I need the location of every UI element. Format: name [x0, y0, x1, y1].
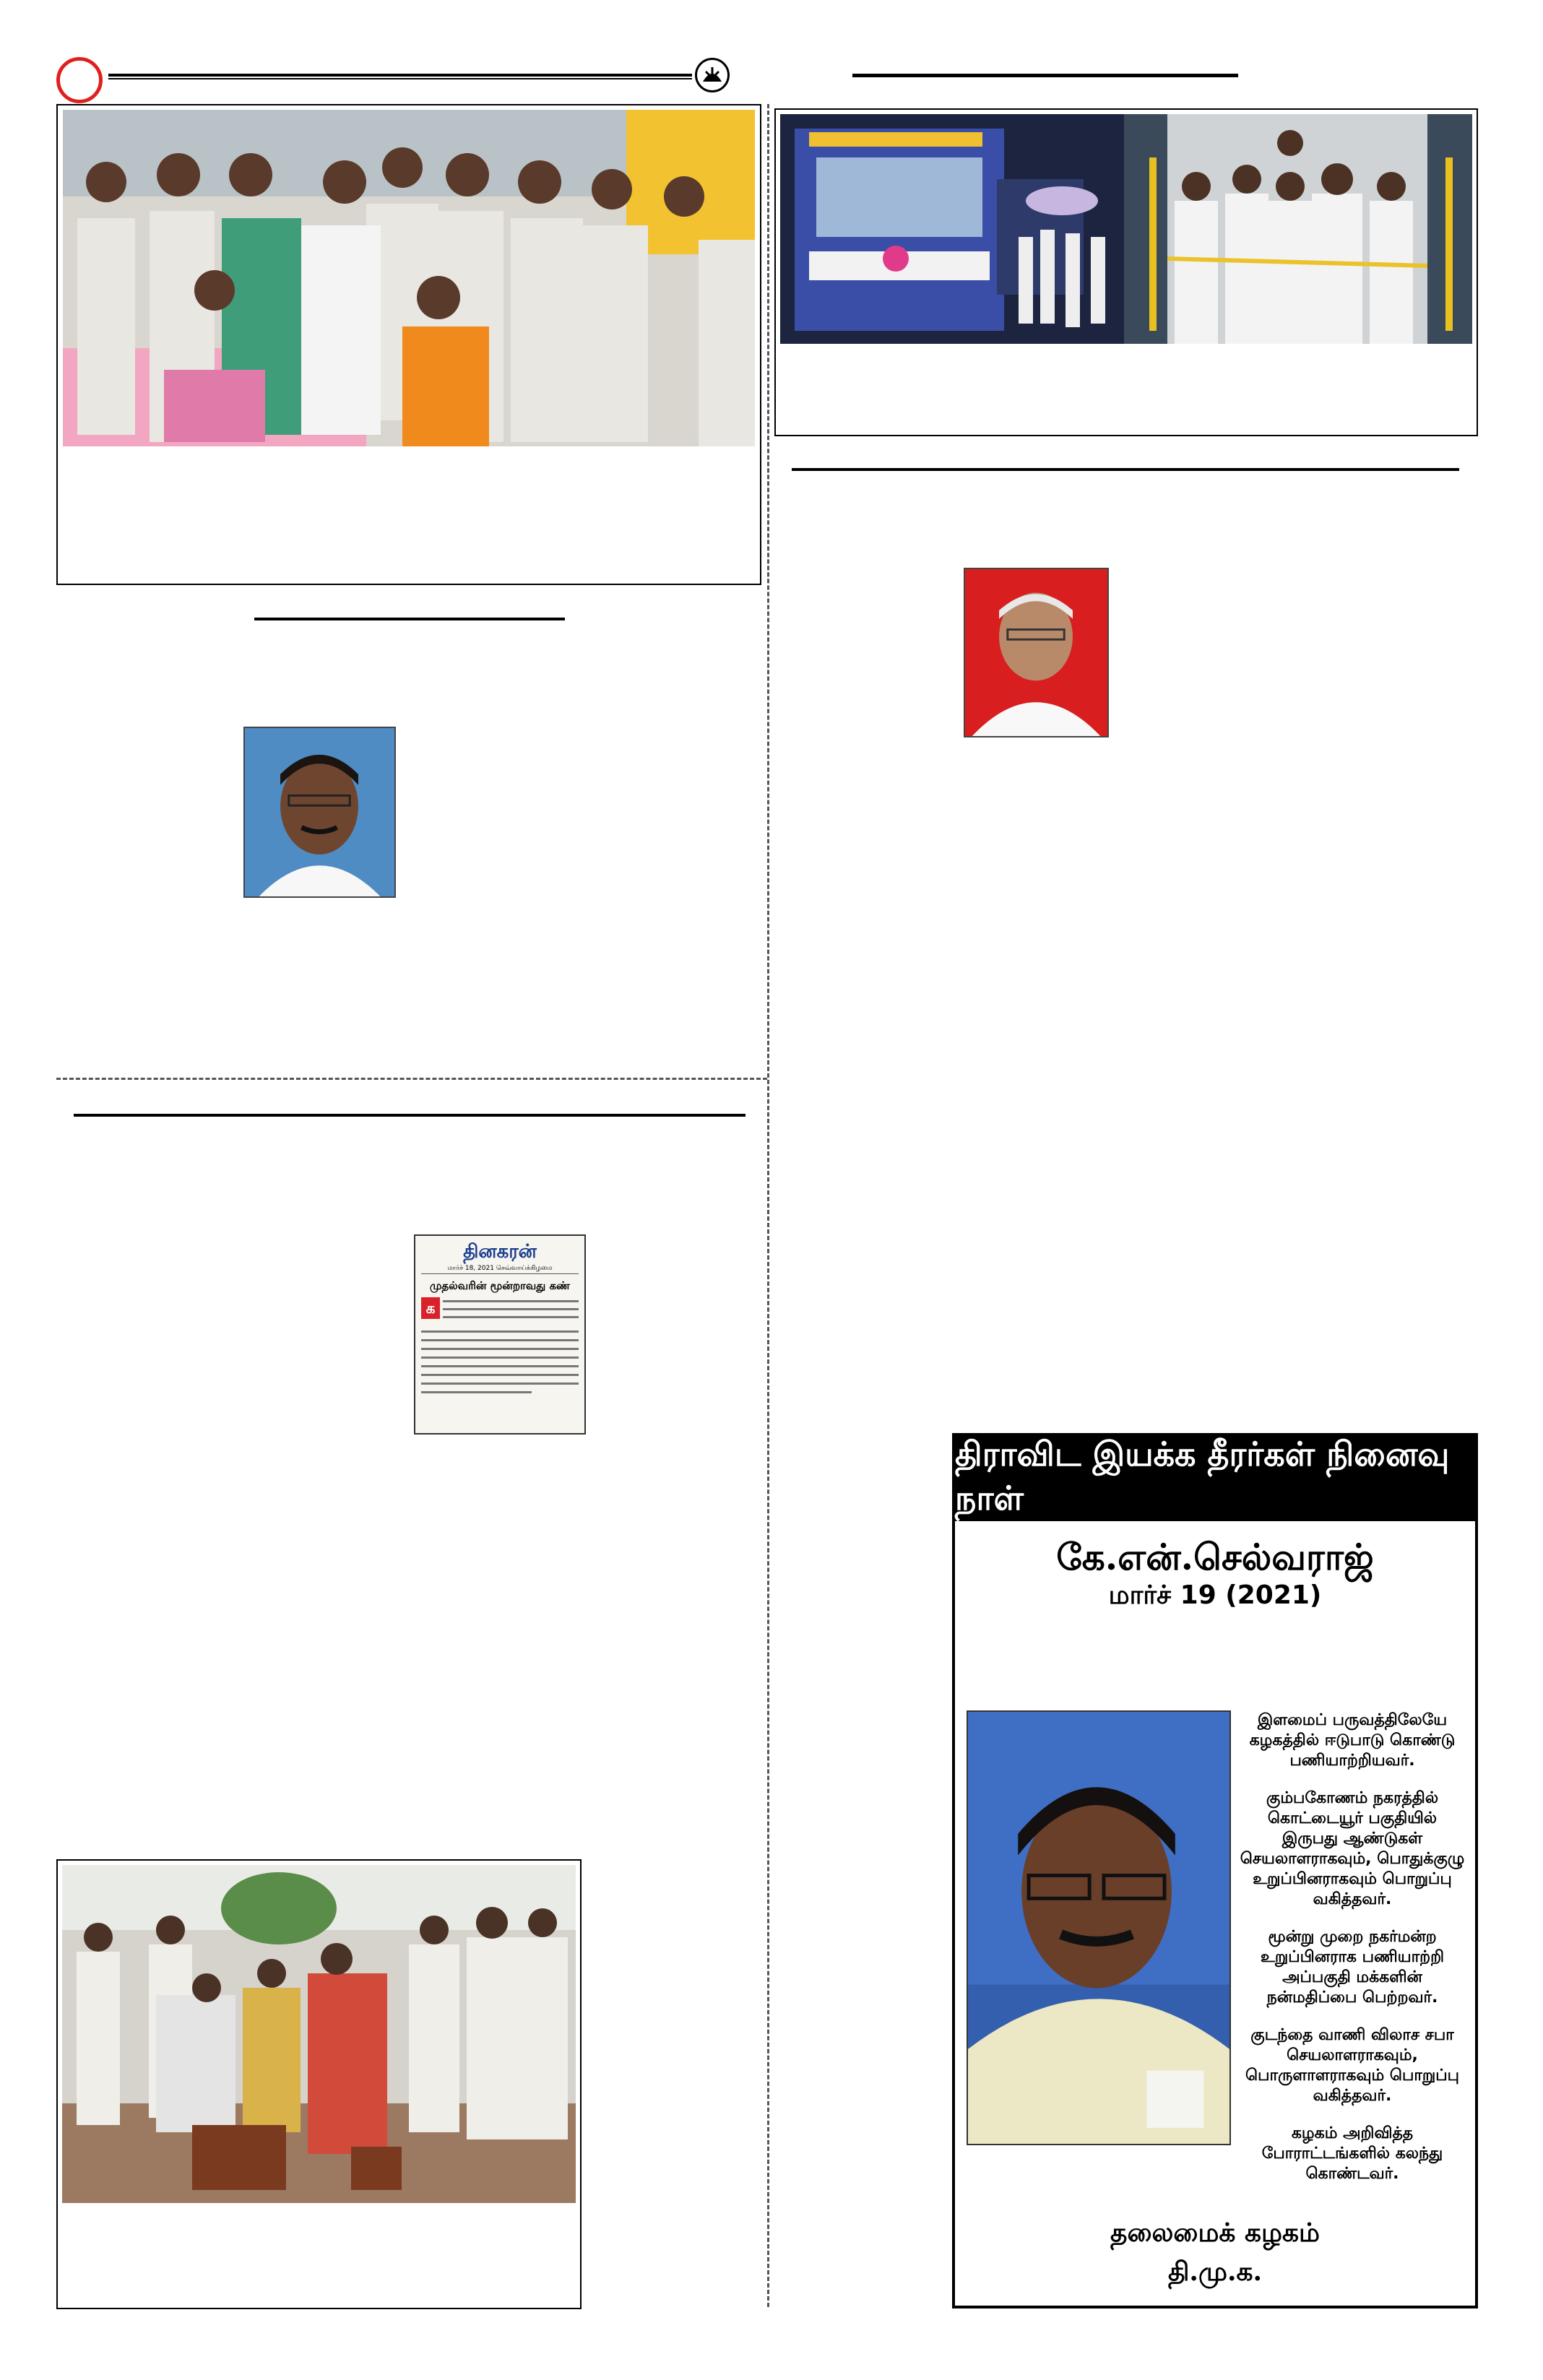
obituary-box: [952, 1433, 1478, 2308]
bus-inauguration-photo-ribbon: [1124, 114, 1472, 344]
newspaper-clipping-dinakaran: [414, 1234, 586, 1435]
header-rule-right: [852, 74, 1238, 77]
obituary-signature-line2: தி.மு.க.: [1167, 2256, 1263, 2287]
section-separator-dashed-left: [56, 1078, 767, 1080]
medical-camp-photo: [63, 110, 755, 446]
portrait-photo-elderly-man: [964, 568, 1109, 737]
headline-rule-left-mid: [254, 618, 565, 620]
rising-sun-emblem-icon: [695, 58, 730, 92]
obituary-name: கே.என்.செல்வராஜ்: [1056, 1536, 1374, 1578]
clipping-headline: முதல்வரின் மூன்றாவது கண்: [429, 1279, 571, 1292]
obituary-portrait-photo: [967, 1710, 1231, 2145]
headline-rule-right-mid: [792, 468, 1459, 471]
header-rule-left: [108, 74, 692, 77]
obituary-title: திராவிட இயக்க தீரர்கள் நினைவு நாள்: [955, 1436, 1475, 1521]
header-rule-left-thin: [108, 78, 692, 79]
obituary-date: மார்ச் 19 (2021): [1108, 1580, 1322, 1610]
foundation-stone-ceremony-photo: [62, 1865, 576, 2203]
clipping-drop-cap: க: [421, 1297, 440, 1319]
bus-inauguration-photo-night: [780, 114, 1124, 344]
clipping-dateline: மார்ச் 18, 2021 செவ்வாய்க்கிழமை: [421, 1263, 579, 1274]
clipping-masthead: தினகரன்: [463, 1241, 537, 1263]
clipping-body-lines: [443, 1297, 579, 1324]
obituary-paragraph-2: கும்பகோணம் நகரத்தில் கொட்டையூர் பகுதியில் இருபது ஆண்டுகள் செயலாளராகவும், பொதுக்குழு உறுப்பினராகவும் பொறுப்பு வகித்தவர்.: [1240, 1789, 1465, 1908]
obituary-paragraph-1: இளமைப் பருவத்திலேயே கழகத்தில் ஈடுபாடு கொண்டு பணியாற்றியவர்.: [1249, 1711, 1456, 1770]
portrait-photo-politician: [243, 727, 396, 898]
column-separator-dashed: [767, 104, 769, 2307]
obituary-paragraph-4: குடந்தை வாணி விலாச சபா செயலாளராகவும், பொருளாளராகவும் பொறுப்பு வகித்தவர்.: [1245, 2026, 1460, 2105]
obituary-paragraph-5: கழகம் அறிவித்த போராட்டங்களில் கலந்து கொண்டவர்.: [1261, 2124, 1443, 2183]
obituary-signature-line1: தலைமைக் கழகம்: [1110, 2217, 1320, 2248]
header-red-circle-icon: [56, 57, 103, 103]
obituary-text-block: [1238, 1710, 1466, 2202]
obituary-paragraph-3: மூன்று முறை நகர்மன்ற உறுப்பினராக பணியாற்றி அப்பகுதி மக்களின் நன்மதிப்பை பெற்றவர்.: [1260, 1928, 1445, 2007]
clipping-body-more: [421, 1330, 579, 1393]
headline-rule-left-lower: [74, 1114, 745, 1117]
